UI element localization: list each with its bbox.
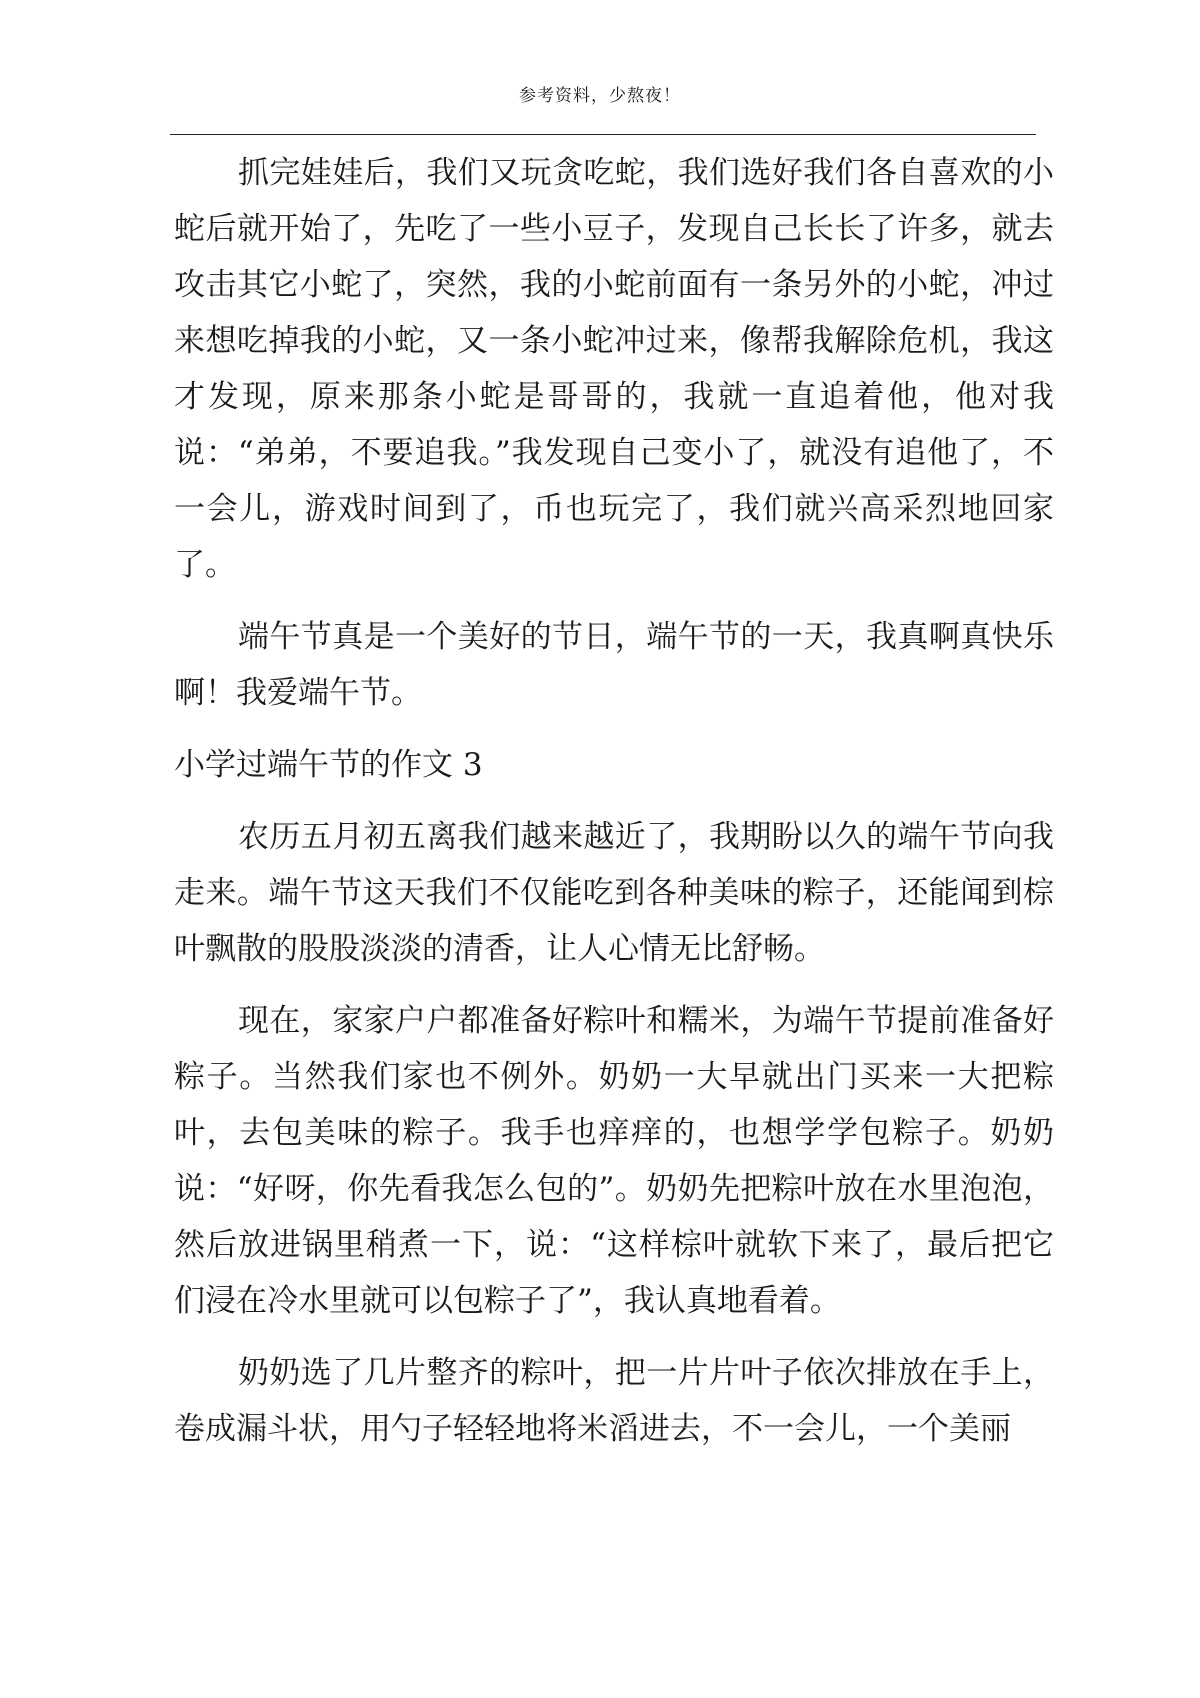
paragraph: 农历五月初五离我们越来越近了，我期盼以久的端午节向我走来。端午节这天我们不仅能吃到各种美味的粽子，还能闻到棕叶飘散的股股淡淡的清香，让人心情无比舒畅。 xyxy=(174,819,1054,967)
paragraph: 端午节真是一个美好的节日，端午节的一天，我真啊真快乐啊！我爱端午节。 xyxy=(174,619,1054,711)
paragraph: 现在，家家户户都准备好粽叶和糯米，为端午节提前准备好粽子。当然我们家也不例外。奶奶一大早就出门买来一大把粽叶，去包美味的粽子。我手也痒痒的，也想学学包粽子。奶奶说：“好呀，你先看我怎么包的”。奶奶先把粽叶放在水里泡泡，然后放进锅里稍煮一下，说：“这样棕叶就软下来了，最后把它们浸在冷水里就可以包粽子了”，我认真地看着。 xyxy=(174,1003,1054,1319)
header-divider xyxy=(170,134,1036,135)
page-header: 参考资料，少熬夜！ xyxy=(519,86,681,106)
document-body xyxy=(174,145,1054,1473)
paragraph: 抓完娃娃后，我们又玩贪吃蛇，我们选好我们各自喜欢的小蛇后就开始了，先吃了一些小豆子，发现自己长长了许多，就去攻击其它小蛇了，突然，我的小蛇前面有一条另外的小蛇，冲过来想吃掉我的小蛇，又一条小蛇冲过来，像帮我解除危机，我这才发现，原来那条小蛇是哥哥的，我就一直追着他，他对我说：“弟弟，不要追我。”我发现自己变小了，就没有追他了，不一会儿，游戏时间到了，币也玩完了，我们就兴高采烈地回家了。 xyxy=(174,155,1054,583)
paragraph: 奶奶选了几片整齐的粽叶，把一片片叶子依次排放在手上，卷成漏斗状，用勺子轻轻地将米滔进去，不一会儿，一个美丽 xyxy=(174,1355,1054,1447)
section-heading: 小学过端午节的作文 3 xyxy=(174,747,483,783)
